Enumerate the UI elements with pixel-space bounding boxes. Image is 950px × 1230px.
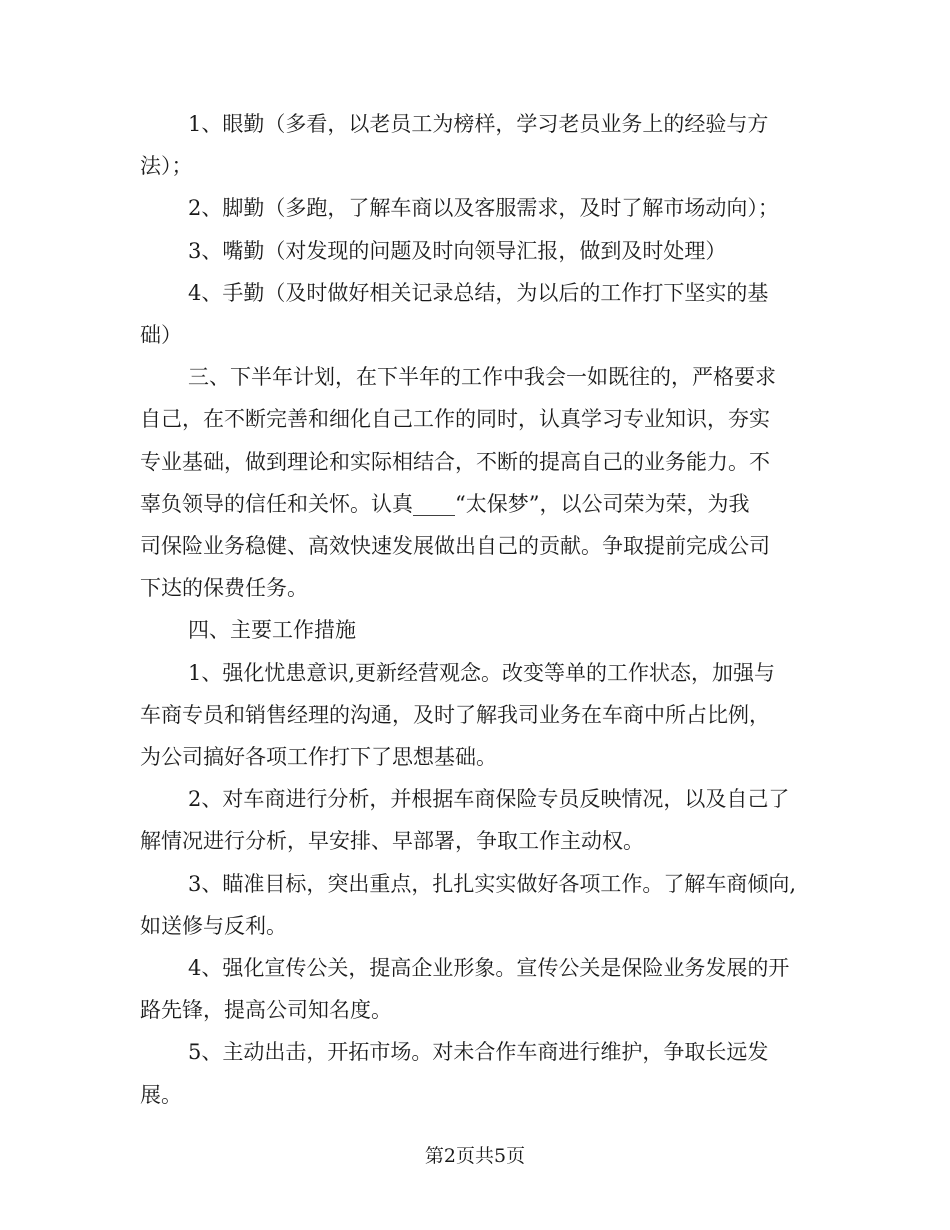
paragraph-line: 法）； [140, 154, 193, 179]
paragraph-line: 司保险业务稳健、高效快速发展做出自己的贡献。争取提前完成公司 [140, 534, 770, 559]
paragraph-line: 三、下半年计划，在下半年的工作中我会一如既往的，严格要求 [188, 365, 776, 390]
document-body [140, 103, 808, 1116]
paragraph-line: 4、强化宣传公关，提高企业形象。宣传公关是保险业务发展的开 [188, 956, 790, 981]
paragraph-line: 4、手勤（及时做好相关记录总结，为以后的工作打下坚实的基 [188, 280, 769, 305]
paragraph [140, 272, 808, 356]
paragraph-line: 为公司搞好各项工作打下了思想基础。 [140, 745, 497, 770]
paragraph-line: 路先锋，提高公司知名度。 [140, 998, 392, 1023]
paragraph-line: 如送修与反利。 [140, 913, 287, 938]
paragraph [140, 947, 808, 1031]
paragraph [140, 103, 808, 187]
paragraph-line: 5、主动出击，开拓市场。对未合作车商进行维护，争取长远发 [188, 1040, 769, 1065]
paragraph [140, 652, 808, 779]
paragraph [140, 778, 808, 862]
paragraph-line: 3、嘴勤（对发现的问题及时向领导汇报，做到及时处理） [188, 238, 727, 263]
paragraph-line: 2、对车商进行分析，并根据车商保险专员反映情况，以及自己了 [188, 787, 790, 812]
paragraph-line: 1、眼勤（多看，以老员工为榜样，学习老员业务上的经验与方 [188, 112, 769, 136]
paragraph [140, 230, 808, 272]
paragraph [140, 1031, 808, 1115]
paragraph-line: 1、强化忧患意识,更新经营观念。改变等单的工作状态，加强与 [188, 660, 776, 685]
paragraph [140, 609, 808, 651]
paragraph-line: 辜负领导的信任和关怀。认真____“太保梦”，以公司荣为荣，为我 [140, 491, 750, 516]
page-number: 第2页共5页 [424, 1145, 526, 1167]
paragraph [140, 356, 808, 609]
paragraph-line: 自己，在不断完善和细化自己工作的同时，认真学习专业知识，夯实 [140, 407, 770, 432]
paragraph-line: 3、瞄准目标，突出重点，扎扎实实做好各项工作。了解车商倾向, [188, 871, 797, 896]
paragraph-line: 四、主要工作措施 [188, 618, 356, 643]
paragraph-line: 展。 [140, 1082, 182, 1107]
paragraph-line: 专业基础，做到理论和实际相结合，不断的提高自己的业务能力。不 [140, 449, 770, 474]
paragraph [140, 863, 808, 947]
paragraph-line: 下达的保费任务。 [140, 576, 308, 601]
paragraph-line: 解情况进行分析，早安排、早部署，争取工作主动权。 [140, 829, 644, 854]
paragraph [140, 187, 808, 229]
paragraph-line: 础） [140, 323, 182, 348]
paragraph-line: 2、脚勤（多跑，了解车商以及客服需求，及时了解市场动向）； [188, 196, 779, 221]
paragraph-line: 车商专员和销售经理的沟通，及时了解我司业务在车商中所占比例， [140, 702, 770, 727]
